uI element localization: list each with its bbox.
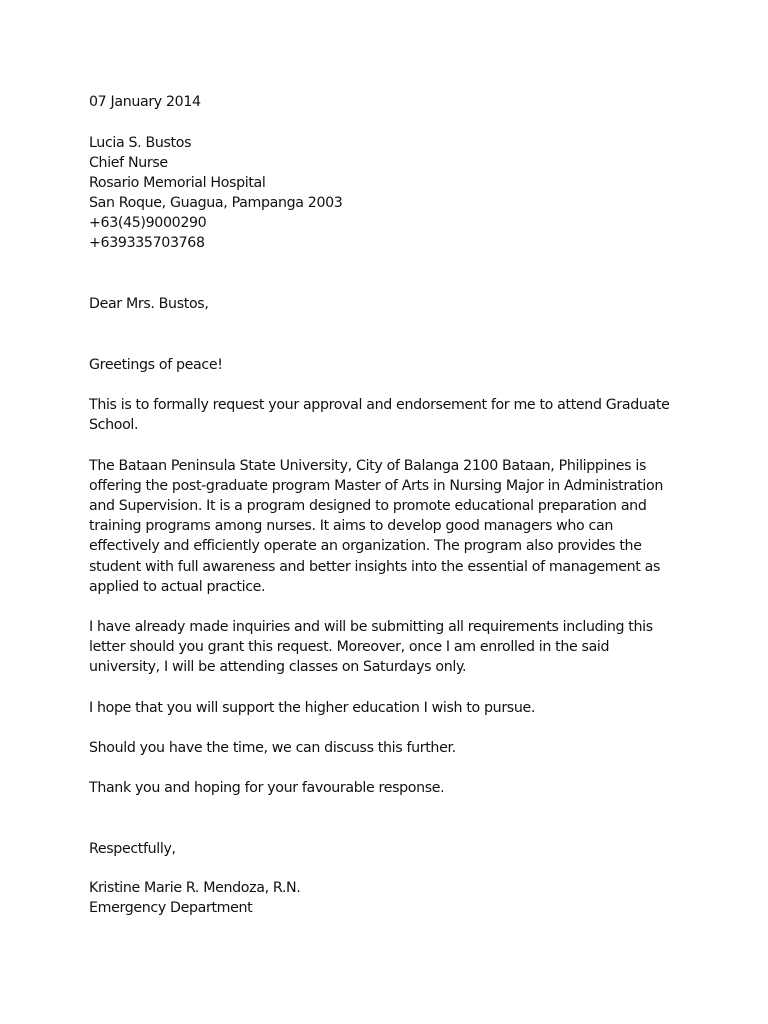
body-paragraph: Thank you and hoping for your favourable response. (89, 780, 445, 797)
recipient-mobile: +639335703768 (89, 235, 205, 251)
letter (89, 92, 678, 918)
recipient-name: Lucia S. Bustos (89, 135, 192, 151)
salutation: Dear Mrs. Bustos, (89, 296, 209, 312)
body-paragraph: This is to formally request your approval and endorsement for me to attend Graduate School. (89, 397, 670, 434)
letter-date: 07 January 2014 (89, 94, 201, 110)
closing: Respectfully, (89, 841, 176, 858)
body-paragraph: I hope that you will support the higher education I wish to pursue. (89, 699, 536, 716)
sender-department: Emergency Department (89, 900, 253, 917)
recipient-address: San Roque, Guagua, Pampanga 2003 (89, 195, 343, 211)
body-paragraph: Should you have the time, we can discuss this further. (89, 739, 456, 756)
body-paragraph: The Bataan Peninsula State University, City of Balanga 2100 Bataan, Philippines is offering the post-graduate program Master of Arts in Nursing Major in Administration and Supervision. It is a program designed to promote educational preparation and training programs among nurses. It aims to develop good managers who can effectively and efficiently operate an organization. The program also provides the student with full awareness and better insights into the essential of management as applied to actual practice. (89, 457, 663, 595)
recipient-address-block (89, 133, 678, 253)
sender-name: Kristine Marie R. Mendoza, R.N. (89, 880, 301, 897)
body-paragraph: I have already made inquiries and will be submitting all requirements including this letter should you grant this request. Moreover, once I am enrolled in the said university, I will be attending classes on Saturdays only. (89, 619, 653, 676)
recipient-organization: Rosario Memorial Hospital (89, 175, 266, 191)
signature-block (89, 878, 678, 918)
recipient-title: Chief Nurse (89, 155, 168, 171)
recipient-phone: +63(45)9000290 (89, 215, 207, 231)
greeting: Greetings of peace! (89, 357, 223, 373)
